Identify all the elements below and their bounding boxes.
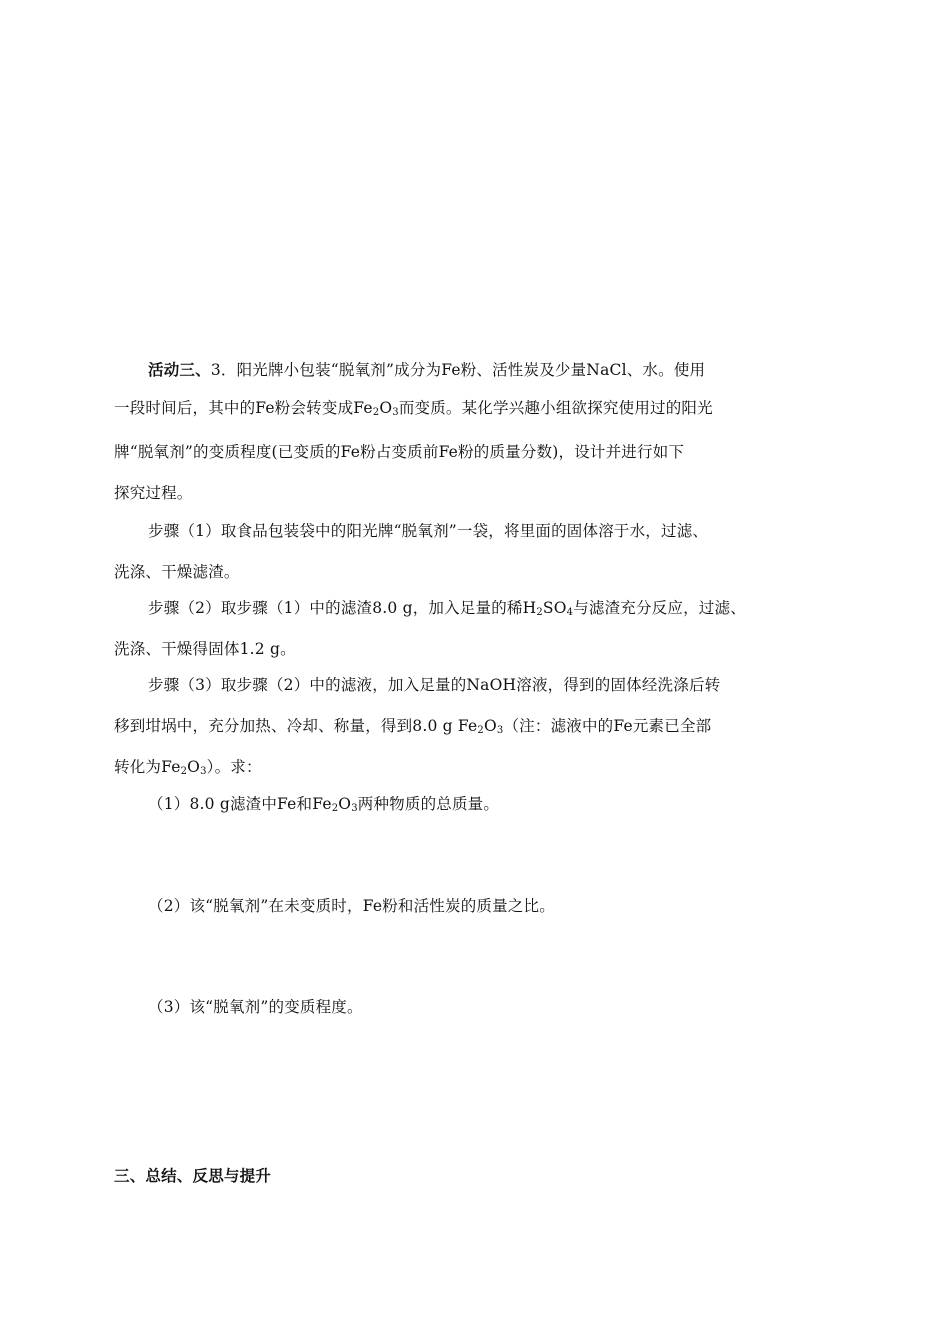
activity-line-3: 牌“脱氧剂”的变质程度(已变质的Fe粉占变质前Fe粉的质量分数)，设计并进行如下 [114, 443, 685, 461]
activity-line-4: 探究过程。 [114, 484, 193, 502]
question-3: （3）该“脱氧剂”的变质程度。 [148, 998, 363, 1016]
activity-label: 活动三、 [148, 361, 211, 379]
step2-line-2: 洗涤、干燥得固体1.2 g。 [114, 640, 296, 658]
question-2: （2）该“脱氧剂”在未变质时，Fe粉和活性炭的质量之比。 [148, 897, 555, 915]
step3-line-1: 步骤（3）取步骤（2）中的滤液，加入足量的NaOH溶液，得到的固体经洗涤后转 [148, 676, 721, 694]
step3-line-3: 转化为$Fe_2O_3$）。求： [114, 758, 262, 777]
section-heading: 三、总结、反思与提升 [114, 1167, 272, 1185]
question-1: （1）8.0 g滤渣中Fe和$Fe_2O_3$两种物质的总质量。 [148, 795, 500, 814]
step1-line-2: 洗涤、干燥滤渣。 [114, 563, 240, 581]
step3-line-2: 移到坩埚中，充分加热、冷却、称量，得到8.0 g $Fe_2O_3$（注：滤液中的Fe元素已全部 [114, 717, 712, 736]
activity-line-1: 活动三、3．阳光牌小包装“脱氧剂”成分为Fe粉、活性炭及少量NaCl、水。使用 [148, 361, 706, 379]
activity-line-2: 一段时间后，其中的Fe粉会转变成$Fe_2O_3$而变质。某化学兴趣小组欲探究使用过的阳光 [114, 399, 713, 418]
step2-line-1: 步骤（2）取步骤（1）中的滤渣8.0 g，加入足量的稀$H_2SO_4$与滤渣充分反应，过滤、 [148, 599, 746, 618]
step1-line-1: 步骤（1）取食品包装袋中的阳光牌“脱氧剂”一袋，将里面的固体溶于水，过滤、 [148, 522, 709, 540]
